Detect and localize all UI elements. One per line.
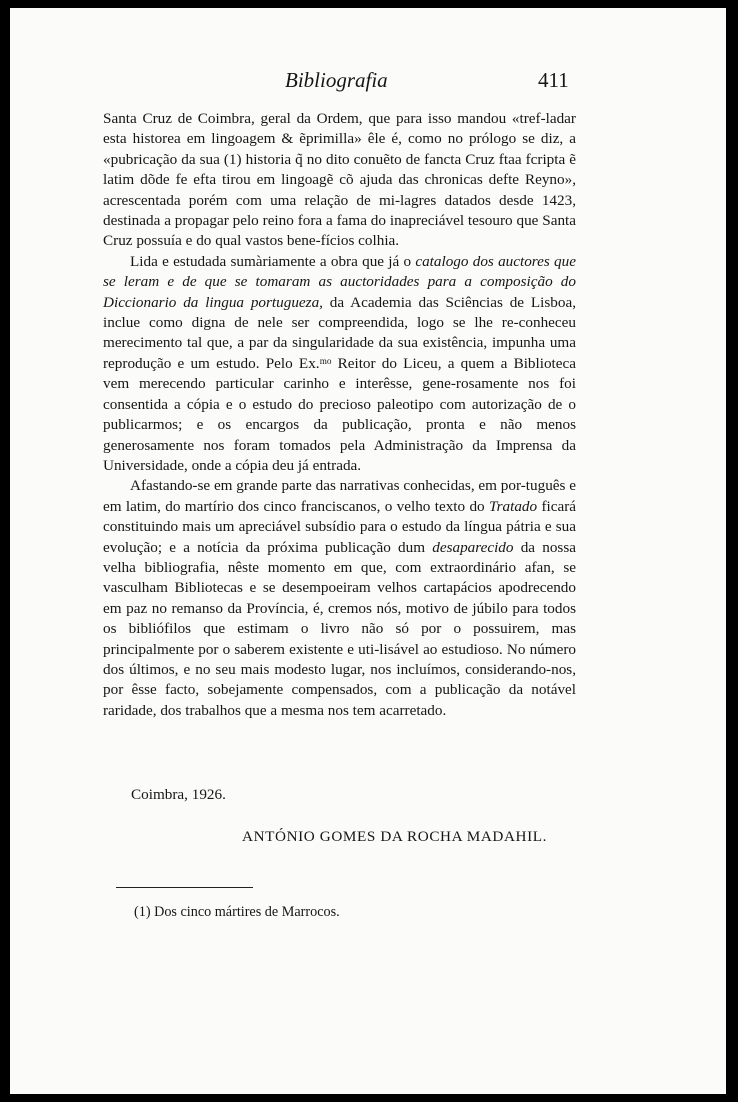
- running-title: Bibliografia: [285, 68, 388, 92]
- page-header: [10, 68, 726, 96]
- place-date: Coimbra, 1926.: [131, 786, 226, 803]
- paragraph-3: [103, 476, 576, 721]
- body-text: [103, 109, 576, 721]
- desaparecido-italic: desaparecido: [432, 538, 514, 556]
- footnote: (1) Dos cinco mártires de Marrocos.: [134, 904, 340, 920]
- paragraph-2-text-a: Lida e estudada sumàriamente a obra que já o: [130, 252, 416, 270]
- paragraph-3-text-c: da nossa velha bibliografia, nêste momento em que, com extraordinário afan, se vasculham Bibliotecas e se desempoeiram velhos cartapácios apodrecendo em paz no remanso da Província, é, cremos nós, motivo de júbilo para todos os bibliófilos que estimam o livro não só por o possuirem, mas principalmente por o saberem existente e uti-lisável ao estudioso. No número dos últimos, e no seu mais modesto lugar, nos incluímos, considerando-nos, por êsse facto, sobejamente compensados, com a publicação da notável raridade, dos trabalhos que a mesma nos tem acarretado.: [103, 538, 576, 719]
- dictionary-catalog-title: catalogo dos auctores que se leram e de que se tomaram as auctoridades para a composição do Diccionario da lingua portugueza,: [103, 252, 576, 311]
- author-signature: ANTÓNIO GOMES DA ROCHA MADAHIL.: [242, 828, 548, 845]
- tratado-italic: Tratado: [488, 497, 538, 515]
- paragraph-1: Santa Cruz de Coimbra, geral da Ordem, que para isso mandou «tref-ladar esta historea em lingoagem & ẽprimilla» êle é, como no prólogo se diz, a «pubricação da sua (1) historia q̃ no dito conuẽto de fancta Cruz ftaa fcripta ẽ latim dõde fe efta tirou em lingoagẽ cõ ajuda das chronicas defte Reyno», acrescentada porém com uma relação de mi-lagres datados desde 1423, destinada a propagar pelo reino fora a fama do inapreciável tesouro que Santa Cruz possuía e do qual vastos bene-fícios colhia.: [103, 110, 576, 250]
- paragraph-2-text-b: da Academia das Sciências de Lisboa, inclue como digna de nele ser compreendida, logo se lhe re-conheceu merecimento tal que, a par da singularidade da sua existência, impunha uma reprodução e um estudo. Pelo Ex.ᵐᵒ Reitor do Liceu, a quem a Biblioteca vem merecendo particular carinho e interêsse, gene-rosamente nos foi consentida a cópia e o estudo do precioso paleotipo com autorização de o publicarmos; e os encargos da publicação, pronta e não menos generosamente nos foram tomados pela Administração da Imprensa da Universidade, onde a cópia deu já entrada.: [103, 293, 576, 474]
- paragraph-2: [103, 252, 576, 476]
- book-page: [10, 8, 726, 1094]
- footnote-divider: [116, 887, 253, 888]
- page-number: 411: [538, 68, 569, 92]
- paragraph-3-text-a: Afastando-se em grande parte das narrativas conhecidas, em por-tuguês e em latim, do martírio dos cinco franciscanos, o velho texto do: [103, 477, 576, 515]
- paragraph-3-text-b: ficará constituindo mais um apreciável subsídio para o estudo da língua pátria e sua evolução; e a notícia da próxima publicação dum: [103, 497, 577, 556]
